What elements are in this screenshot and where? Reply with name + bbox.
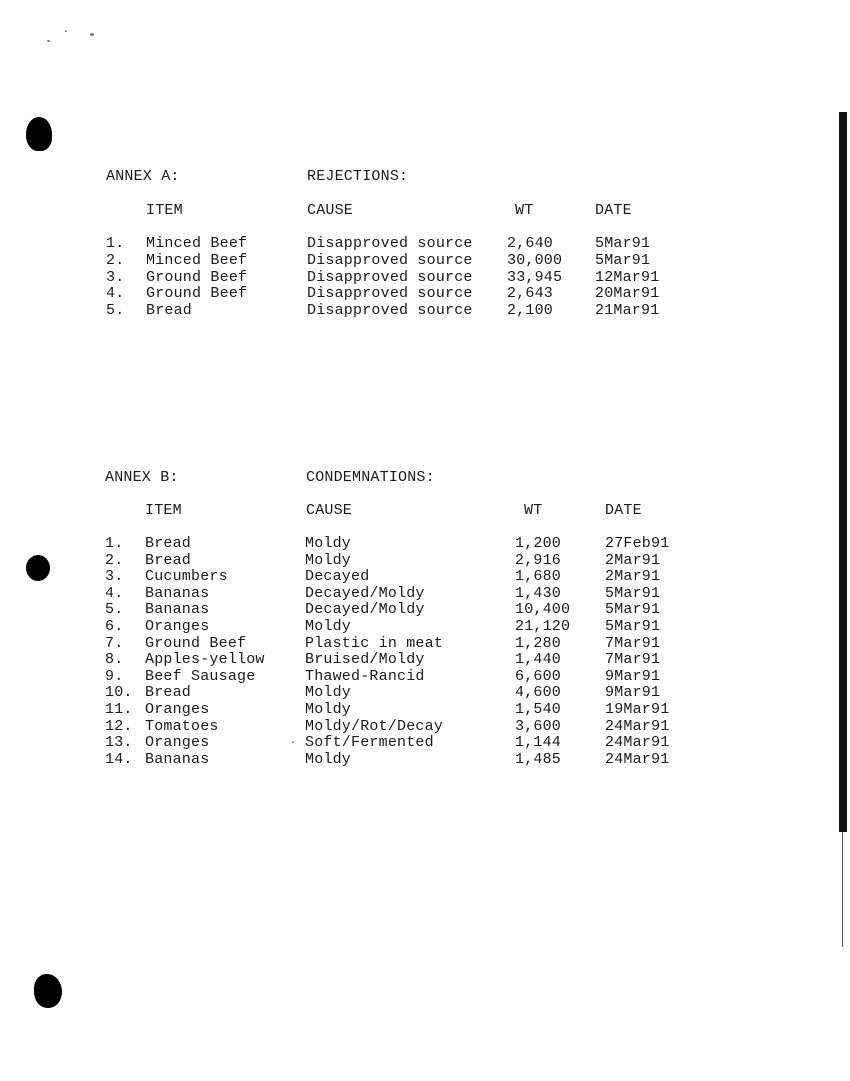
annex-b-cell-wt: 21,120 <box>515 618 571 635</box>
speck <box>65 30 67 32</box>
annex-b-cell-cause: Moldy/Rot/Decay <box>305 717 444 735</box>
annex-b-cell-item: Bread <box>145 535 192 552</box>
annex-a-cell-cause: Disapproved source <box>307 268 473 286</box>
annex-b-cell-cause: Moldy <box>305 750 352 768</box>
annex-b-cell-num: 4. <box>105 584 124 602</box>
speck <box>90 33 94 36</box>
annex-a-cell-cause: Disapproved source <box>307 235 473 252</box>
annex-a-cell-date: 5Mar91 <box>595 251 651 269</box>
annex-b-cell-wt: 6,600 <box>515 667 562 685</box>
annex-b-cell-wt: 1,440 <box>515 651 562 669</box>
annex-b-cell-cause: Decayed/Moldy <box>305 601 425 619</box>
annex-b-cell-num: 8. <box>105 651 124 669</box>
annex-a-cell-item: Minced Beef <box>146 251 248 269</box>
annex-b-cell-cause: Moldy <box>305 701 352 718</box>
speck <box>47 40 50 42</box>
annex-a-cell-date: 12Mar91 <box>595 268 660 286</box>
annex-b-cell-date: 5Mar91 <box>605 618 661 635</box>
annex-b-cell-date: 7Mar91 <box>605 634 661 652</box>
annex-a-cell-cause: Disapproved source <box>307 251 473 269</box>
punch-hole-top <box>26 117 52 151</box>
annex-a-cell-num: 5. <box>106 302 125 320</box>
annex-b-cell-num: 2. <box>105 551 124 569</box>
annex-b-label: ANNEX B: <box>105 469 179 486</box>
annex-b-cell-item: Oranges <box>145 734 210 752</box>
annex-b-cell-item: Bread <box>145 684 192 702</box>
annex-a-cell-num: 4. <box>106 285 125 303</box>
annex-b-cell-date: 2Mar91 <box>605 551 661 569</box>
annex-b-cell-date: 5Mar91 <box>605 601 661 619</box>
annex-b-cell-num: 13. <box>105 734 133 752</box>
annex-b-cell-item: Oranges <box>145 618 210 635</box>
annex-a-cell-wt: 30,000 <box>507 251 563 269</box>
annex-b-cell-num: 10. <box>105 684 133 702</box>
annex-b-cell-date: 7Mar91 <box>605 651 661 669</box>
annex-b-cell-cause: Moldy <box>305 684 352 702</box>
annex-b-cell-date: 9Mar91 <box>605 684 661 702</box>
annex-a-label: ANNEX A: <box>106 168 180 185</box>
annex-b-cell-wt: 1,680 <box>515 568 562 586</box>
annex-b-cell-cause: Decayed <box>305 568 370 586</box>
annex-a-cell-item: Ground Beef <box>146 268 248 286</box>
annex-b-cell-cause: Moldy <box>305 551 352 569</box>
annex-a-header-wt: WT <box>515 202 534 219</box>
annex-a-cell-num: 1. <box>106 235 125 252</box>
annex-a-cell-wt: 2,643 <box>507 285 554 303</box>
annex-a-cell-num: 2. <box>106 251 125 269</box>
annex-a-cell-date: 20Mar91 <box>595 285 660 303</box>
annex-a-title: REJECTIONS: <box>307 168 409 185</box>
annex-a-cell-cause: Disapproved source <box>307 302 473 320</box>
annex-b-cell-date: 5Mar91 <box>605 584 661 602</box>
annex-b-cell-date: 24Mar91 <box>605 717 670 735</box>
annex-a-cell-date: 21Mar91 <box>595 302 660 320</box>
annex-a-header-item: ITEM <box>146 202 183 219</box>
annex-b-cell-wt: 1,200 <box>515 535 562 552</box>
annex-b-cell-num: 6. <box>105 618 124 635</box>
annex-b-cell-cause: Soft/Fermented <box>305 734 434 752</box>
annex-a-cell-item: Minced Beef <box>146 235 248 252</box>
annex-a-cell-wt: 33,945 <box>507 268 563 286</box>
annex-b-cell-cause: Decayed/Moldy <box>305 584 425 602</box>
annex-a-header-cause: CAUSE <box>307 202 354 219</box>
annex-b-cell-cause: Moldy <box>305 535 352 552</box>
annex-b-cell-item: Bananas <box>145 584 210 602</box>
annex-b-cell-wt: 1,280 <box>515 634 562 652</box>
annex-b-cell-item: Tomatoes <box>145 717 219 735</box>
annex-b-cell-date: 24Mar91 <box>605 734 670 752</box>
annex-b-cell-date: 9Mar91 <box>605 667 661 685</box>
annex-b-cell-wt: 10,400 <box>515 601 571 619</box>
annex-a-cell-wt: 2,640 <box>507 235 554 252</box>
annex-b-cell-wt: 3,600 <box>515 717 562 735</box>
annex-b-cell-item: Cucumbers <box>145 568 228 586</box>
annex-b-header-item: ITEM <box>145 502 182 519</box>
annex-a-cell-item: Ground Beef <box>146 285 248 303</box>
annex-b-cell-wt: 4,600 <box>515 684 562 702</box>
scan-edge-bar <box>839 112 847 832</box>
annex-b-cell-wt: 1,144 <box>515 734 562 752</box>
annex-b-cell-date: 19Mar91 <box>605 701 670 718</box>
punch-hole-bottom <box>34 974 62 1008</box>
annex-b-header-cause: CAUSE <box>306 502 353 519</box>
annex-b-cell-cause: Thawed-Rancid <box>305 667 425 685</box>
annex-b-cell-date: 2Mar91 <box>605 568 661 586</box>
annex-b-cell-cause: Bruised/Moldy <box>305 651 425 669</box>
annex-b-cell-item: Bananas <box>145 750 210 768</box>
annex-b-cell-num: 14. <box>105 750 133 768</box>
annex-b-cell-num: 3. <box>105 568 124 586</box>
annex-a-cell-item: Bread <box>146 302 193 320</box>
annex-b-cell-num: 11. <box>105 701 133 718</box>
annex-b-cell-wt: 1,430 <box>515 584 562 602</box>
scan-edge-line <box>842 832 843 947</box>
annex-b-cell-wt: 1,485 <box>515 750 562 768</box>
annex-b-cell-wt: 2,916 <box>515 551 562 569</box>
annex-b-header-date: DATE <box>605 502 642 519</box>
punch-hole-middle <box>26 555 50 581</box>
annex-a-cell-cause: Disapproved source <box>307 285 473 303</box>
annex-b-cell-item: Bananas <box>145 601 210 619</box>
annex-b-cell-wt: 1,540 <box>515 701 562 718</box>
annex-b-cell-cause: Plastic in meat <box>305 634 444 652</box>
annex-a-cell-num: 3. <box>106 268 125 286</box>
annex-b-cell-item: Oranges <box>145 701 210 718</box>
annex-b-title: CONDEMNATIONS: <box>306 469 435 486</box>
annex-a-header-date: DATE <box>595 202 632 219</box>
annex-b-header-wt: WT <box>524 502 543 519</box>
annex-b-cell-item: Beef Sausage <box>145 667 256 685</box>
annex-b-cell-num: 7. <box>105 634 124 652</box>
annex-b-cell-date: 27Feb91 <box>605 535 670 552</box>
annex-a-cell-wt: 2,100 <box>507 302 554 320</box>
annex-b-cell-item: Ground Beef <box>145 634 247 652</box>
annex-b-cell-cause: Moldy <box>305 618 352 635</box>
annex-b-cell-item: Apples-yellow <box>145 651 265 669</box>
annex-b-cell-date: 24Mar91 <box>605 750 670 768</box>
annex-b-cell-num: 12. <box>105 717 133 735</box>
annex-b-cell-num: 5. <box>105 601 124 619</box>
annex-b-cell-num: 9. <box>105 667 124 685</box>
annex-a-cell-date: 5Mar91 <box>595 235 651 252</box>
speck <box>292 741 294 743</box>
annex-b-cell-item: Bread <box>145 551 192 569</box>
annex-b-cell-num: 1. <box>105 535 124 552</box>
